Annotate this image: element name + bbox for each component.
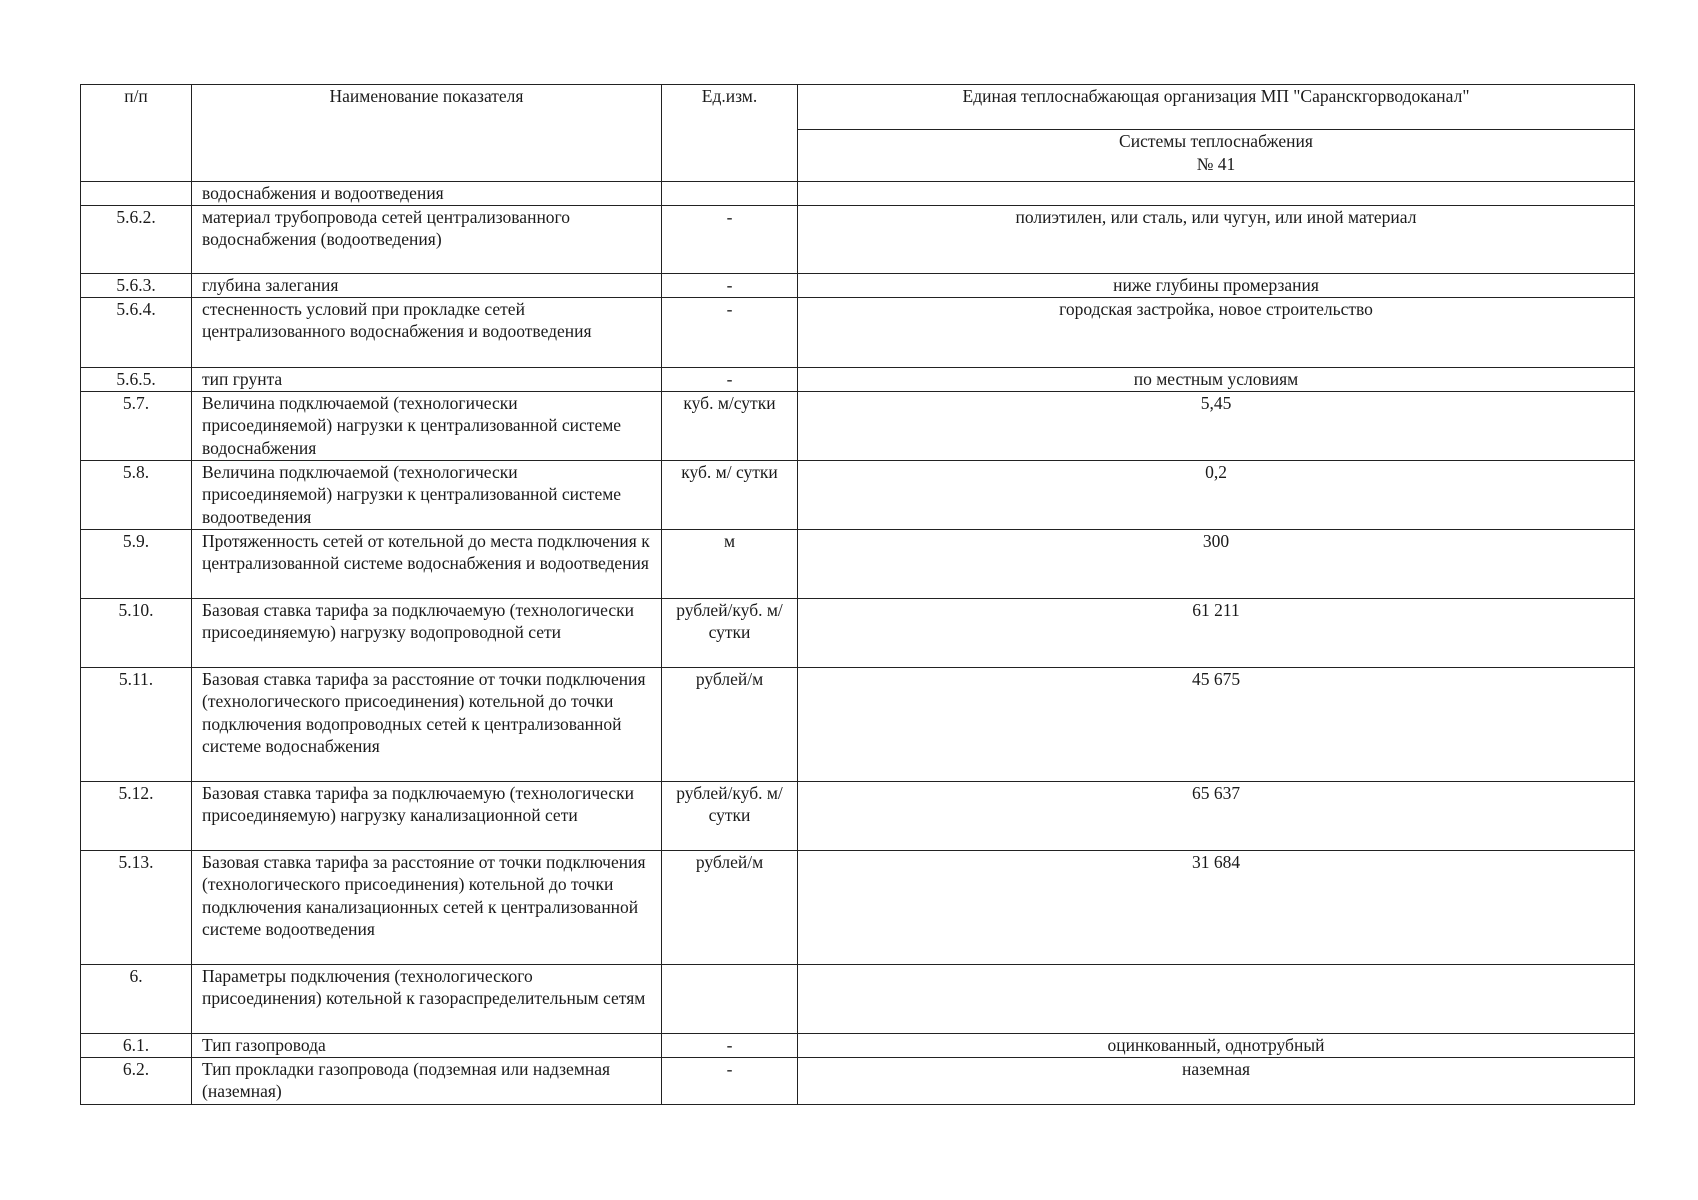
row-indicator-name: Тип газопровода — [192, 1033, 662, 1057]
row-unit: - — [662, 297, 798, 367]
row-value: ниже глубины промерзания — [798, 273, 1635, 297]
row-number: 5.13. — [81, 850, 192, 964]
row-value: 300 — [798, 529, 1635, 598]
row-indicator-name: стесненность условий при прокладке сетей централизованного водоснабжения и водоотведения — [192, 297, 662, 367]
row-unit: рублей/м — [662, 850, 798, 964]
row-number — [81, 182, 192, 206]
table-row — [81, 460, 1635, 529]
row-value: полиэтилен, или сталь, или чугун, или иной материал — [798, 205, 1635, 273]
header-number: п/п — [81, 85, 192, 182]
row-indicator-name: материал трубопровода сетей централизованного водоснабжения (водоотведения) — [192, 205, 662, 273]
table-row — [81, 781, 1635, 850]
row-indicator-name: глубина залегания — [192, 273, 662, 297]
table-row — [81, 667, 1635, 781]
row-unit: - — [662, 273, 798, 297]
row-value: 31 684 — [798, 850, 1635, 964]
row-unit — [662, 182, 798, 206]
row-indicator-name: Базовая ставка тарифа за расстояние от точки подключения (технологического присоединения) котельной до точки подключения канализационных сетей к централизованной системе водоотведения — [192, 850, 662, 964]
row-unit: рублей/куб. м/сутки — [662, 781, 798, 850]
table-row — [81, 529, 1635, 598]
row-value: наземная — [798, 1057, 1635, 1104]
row-indicator-name: Величина подключаемой (технологически присоединяемой) нагрузки к централизованной системе водоснабжения — [192, 391, 662, 460]
table-row — [81, 391, 1635, 460]
row-indicator-name: Протяженность сетей от котельной до места подключения к централизованной системе водоснабжения и водоотведения — [192, 529, 662, 598]
row-value: 61 211 — [798, 598, 1635, 667]
row-indicator-name: Базовая ставка тарифа за подключаемую (технологически присоединяемую) нагрузку канализационной сети — [192, 781, 662, 850]
row-number: 5.12. — [81, 781, 192, 850]
row-number: 5.6.2. — [81, 205, 192, 273]
header-heat-system — [798, 130, 1635, 182]
table-body — [81, 182, 1635, 1105]
table-row — [81, 964, 1635, 1033]
table-row — [81, 1057, 1635, 1104]
header-organization: Единая теплоснабжающая организация МП "Саранскгорводоканал" — [798, 85, 1635, 130]
row-unit: - — [662, 205, 798, 273]
row-value: 65 637 — [798, 781, 1635, 850]
table-row — [81, 297, 1635, 367]
header-indicator-name: Наименование показателя — [192, 85, 662, 182]
table-row — [81, 205, 1635, 273]
row-indicator-name: Тип прокладки газопровода (подземная или надземная (наземная) — [192, 1057, 662, 1104]
table-row — [81, 850, 1635, 964]
table-row — [81, 367, 1635, 391]
row-value — [798, 182, 1635, 206]
table-row — [81, 598, 1635, 667]
row-indicator-name: Параметры подключения (технологического присоединения) котельной к газораспределительным сетям — [192, 964, 662, 1033]
row-value: 45 675 — [798, 667, 1635, 781]
indicators-table — [80, 84, 1635, 1105]
row-number: 6. — [81, 964, 192, 1033]
row-value — [798, 964, 1635, 1033]
row-indicator-name: тип грунта — [192, 367, 662, 391]
row-unit: куб. м/сутки — [662, 391, 798, 460]
row-value: по местным условиям — [798, 367, 1635, 391]
row-number: 6.2. — [81, 1057, 192, 1104]
row-unit: - — [662, 1033, 798, 1057]
header-heat-system-label: Системы теплоснабжения — [1119, 131, 1313, 151]
row-number: 5.10. — [81, 598, 192, 667]
row-number: 6.1. — [81, 1033, 192, 1057]
row-value: 0,2 — [798, 460, 1635, 529]
row-unit: рублей/м — [662, 667, 798, 781]
row-unit: - — [662, 367, 798, 391]
row-number: 5.6.4. — [81, 297, 192, 367]
row-unit: - — [662, 1057, 798, 1104]
header-heat-system-number: № 41 — [1196, 153, 1236, 174]
row-unit — [662, 964, 798, 1033]
row-unit: рублей/куб. м/сутки — [662, 598, 798, 667]
row-number: 5.6.5. — [81, 367, 192, 391]
row-number: 5.7. — [81, 391, 192, 460]
table-row — [81, 273, 1635, 297]
row-number: 5.6.3. — [81, 273, 192, 297]
row-number: 5.11. — [81, 667, 192, 781]
table-row — [81, 182, 1635, 206]
row-number: 5.8. — [81, 460, 192, 529]
table-row — [81, 1033, 1635, 1057]
row-indicator-name: Величина подключаемой (технологически присоединяемой) нагрузки к централизованной системе водоотведения — [192, 460, 662, 529]
table-header — [81, 85, 1635, 182]
header-row — [81, 85, 1635, 130]
row-indicator-name: водоснабжения и водоотведения — [192, 182, 662, 206]
header-unit: Ед.изм. — [662, 85, 798, 182]
row-value: оцинкованный, однотрубный — [798, 1033, 1635, 1057]
row-number: 5.9. — [81, 529, 192, 598]
row-indicator-name: Базовая ставка тарифа за подключаемую (технологически присоединяемую) нагрузку водопроводной сети — [192, 598, 662, 667]
row-unit: куб. м/ сутки — [662, 460, 798, 529]
row-indicator-name: Базовая ставка тарифа за расстояние от точки подключения (технологического присоединения) котельной до точки подключения водопроводных сетей к централизованной системе водоснабжения — [192, 667, 662, 781]
row-unit: м — [662, 529, 798, 598]
row-value: 5,45 — [798, 391, 1635, 460]
row-value: городская застройка, новое строительство — [798, 297, 1635, 367]
